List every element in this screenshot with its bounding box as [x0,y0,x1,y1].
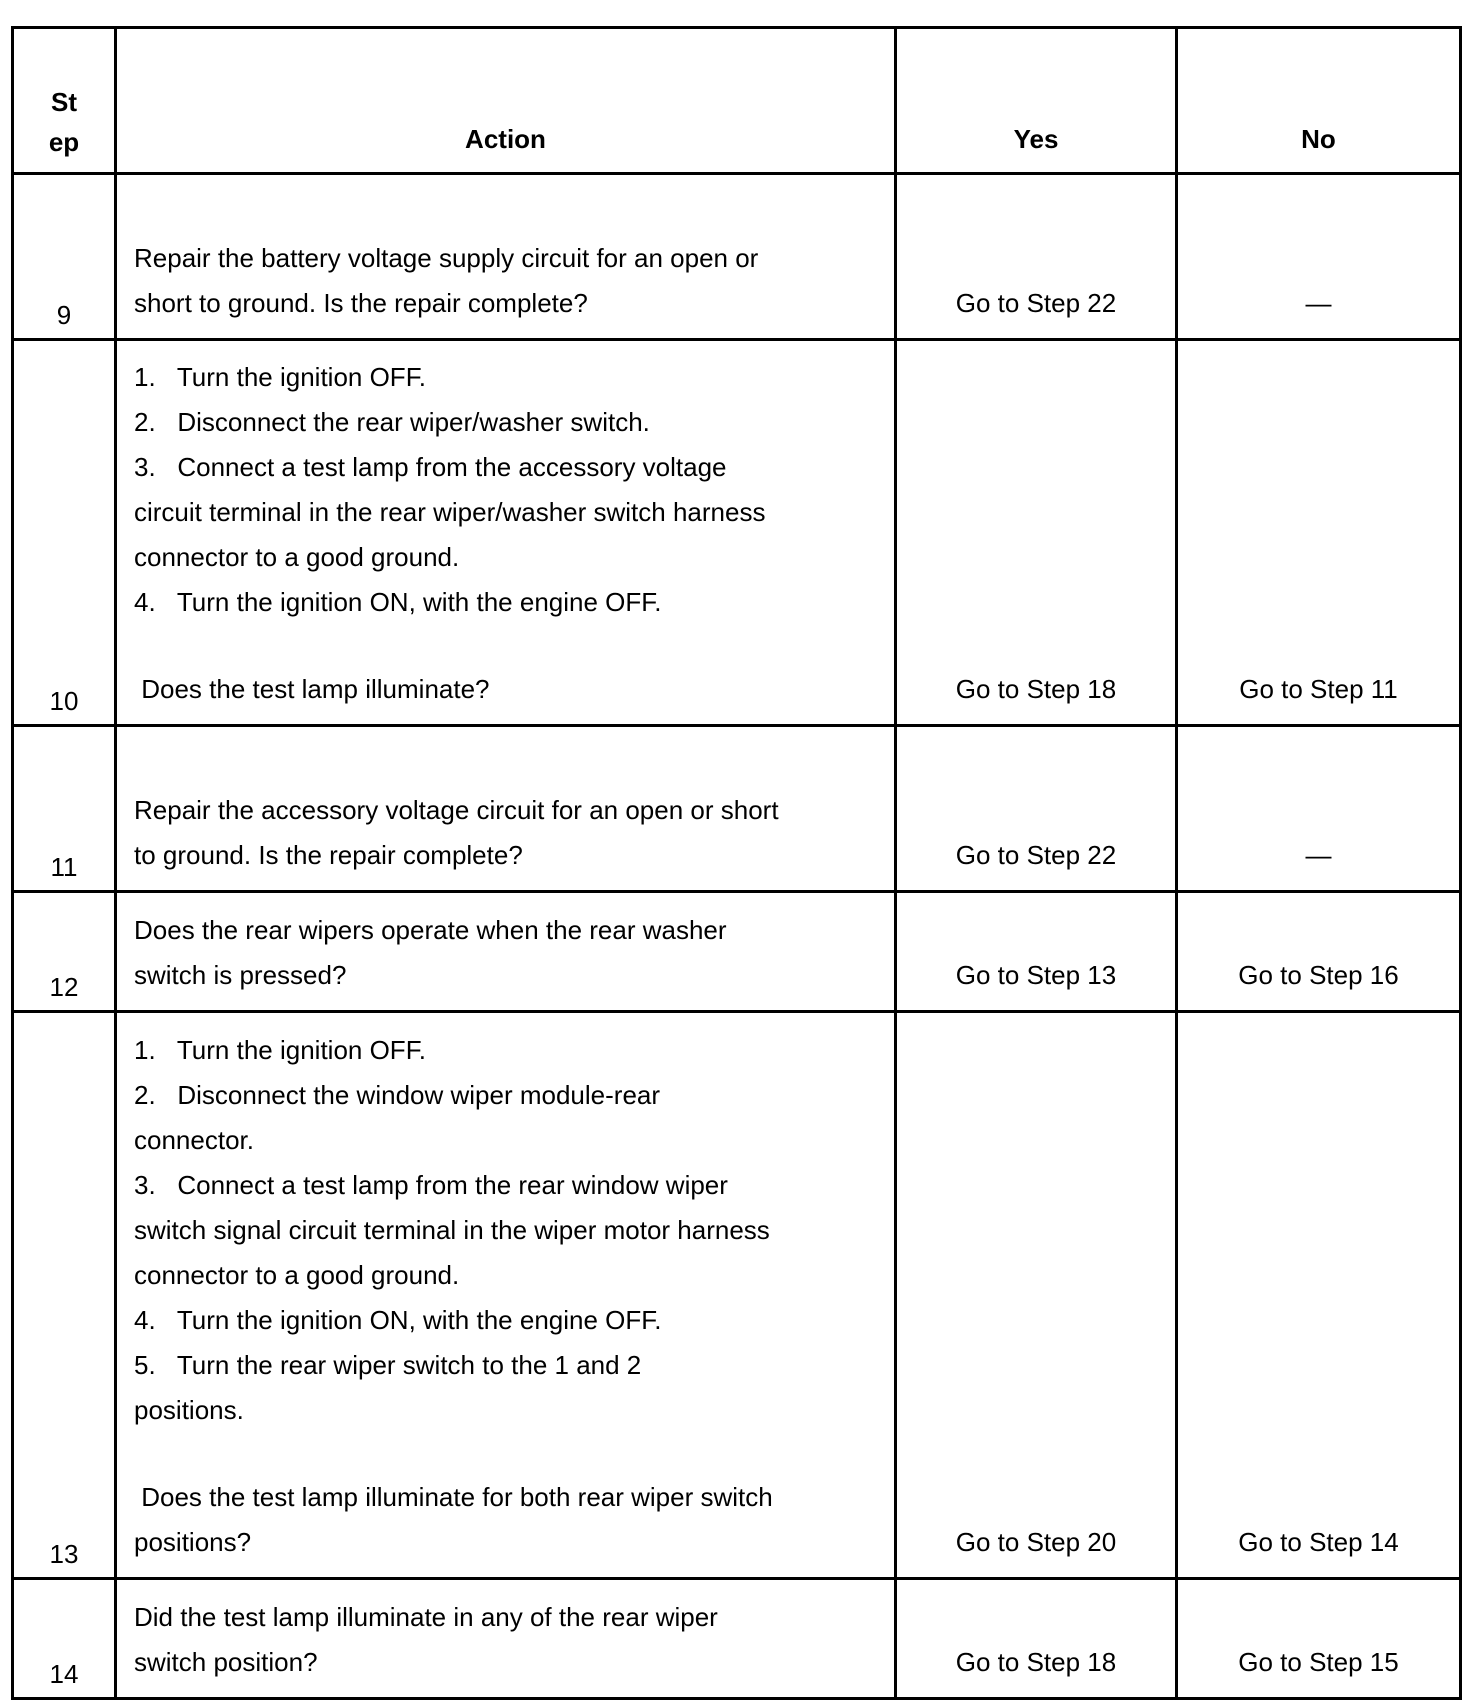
question-line: positions? [134,1527,252,1557]
action-line: positions. [134,1395,244,1425]
action-line: Did the test lamp illuminate in any of the rear wiper [134,1602,718,1632]
no-result: Go to Step 15 [1177,1579,1461,1699]
action-line: to ground. Is the repair complete? [134,840,523,870]
spacer [134,625,876,667]
action-text [116,1579,896,1699]
action-text [116,174,896,340]
step-number: 13 [13,1012,116,1579]
step-number: 12 [13,892,116,1012]
header-action: Action [116,28,896,174]
action-line: connector. [134,1125,254,1155]
header-no: No [1177,28,1461,174]
table-row [13,892,1461,1012]
action-line: switch signal circuit terminal in the wiper motor harness [134,1215,770,1245]
no-result: — [1177,726,1461,892]
action-line: 5. Turn the rear wiper switch to the 1 and 2 [134,1350,642,1380]
action-line: circuit terminal in the rear wiper/washer switch harness [134,497,766,527]
table-row [13,1012,1461,1579]
action-line: connector to a good ground. [134,1260,460,1290]
action-line: Repair the accessory voltage circuit for an open or short [134,795,779,825]
action-line: 2. Disconnect the rear wiper/washer switch. [134,407,650,437]
step-number: 9 [13,174,116,340]
action-line: switch is pressed? [134,960,347,990]
table-row [13,174,1461,340]
action-line: connector to a good ground. [134,542,460,572]
no-result: Go to Step 16 [1177,892,1461,1012]
yes-result: Go to Step 18 [896,340,1177,726]
question-line: Does the test lamp illuminate for both rear wiper switch [134,1482,773,1512]
no-result: — [1177,174,1461,340]
action-line: short to ground. Is the repair complete? [134,288,588,318]
question-line: Does the test lamp illuminate? [134,674,490,704]
action-line: 1. Turn the ignition OFF. [134,362,426,392]
step-number: 11 [13,726,116,892]
action-line: 4. Turn the ignition ON, with the engine OFF. [134,587,662,617]
table-row [13,726,1461,892]
table-row [13,340,1461,726]
action-line: Repair the battery voltage supply circuit for an open or [134,243,759,273]
action-line: switch position? [134,1647,318,1677]
diagnostic-table [11,26,1462,1700]
action-text [116,340,896,726]
action-line: 4. Turn the ignition ON, with the engine OFF. [134,1305,662,1335]
action-text [116,1012,896,1579]
table-row [13,1579,1461,1699]
no-result: Go to Step 11 [1177,340,1461,726]
action-line: 1. Turn the ignition OFF. [134,1035,426,1065]
header-row [13,28,1461,174]
header-step: St ep [13,28,116,174]
action-line: 3. Connect a test lamp from the accessory voltage [134,452,727,482]
header-yes: Yes [896,28,1177,174]
action-line: 3. Connect a test lamp from the rear window wiper [134,1170,728,1200]
yes-result: Go to Step 22 [896,726,1177,892]
yes-result: Go to Step 20 [896,1012,1177,1579]
action-text [116,726,896,892]
yes-result: Go to Step 13 [896,892,1177,1012]
no-result: Go to Step 14 [1177,1012,1461,1579]
spacer [134,1433,876,1475]
yes-result: Go to Step 22 [896,174,1177,340]
step-number: 10 [13,340,116,726]
action-line: Does the rear wipers operate when the rear washer [134,915,727,945]
action-text [116,892,896,1012]
step-number: 14 [13,1579,116,1699]
action-line: 2. Disconnect the window wiper module-rear [134,1080,661,1110]
yes-result: Go to Step 18 [896,1579,1177,1699]
